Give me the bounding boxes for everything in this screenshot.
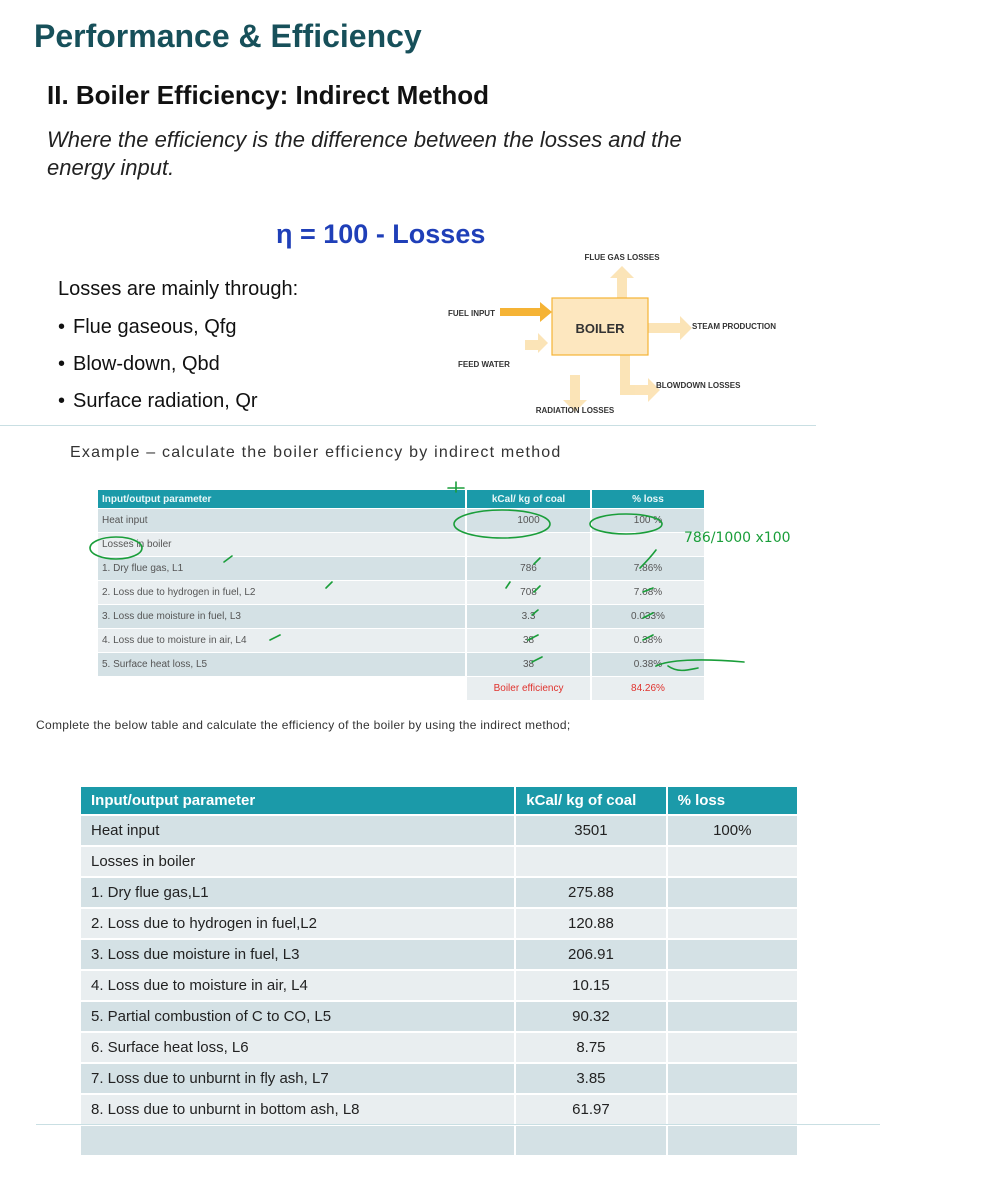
table-cell: 8.75 <box>515 1032 666 1063</box>
column-header: % loss <box>591 490 705 509</box>
loss-item: • Surface radiation, Qr <box>58 390 258 413</box>
column-header: kCal/ kg of coal <box>466 490 591 509</box>
table-cell: 3. Loss due moisture in fuel, L3 <box>81 939 515 970</box>
losses-title: Losses are mainly through: <box>58 278 299 300</box>
blowdown-arrow <box>620 355 660 402</box>
steam-arrow <box>648 316 692 340</box>
table-cell: 38 <box>466 629 591 653</box>
table-row <box>81 939 798 970</box>
table-cell <box>667 1094 798 1125</box>
table-cell: 4. Loss due to moisture in air, L4 <box>81 970 515 1001</box>
main-table <box>81 787 799 1157</box>
section-heading: II. Boiler Efficiency: Indirect Method <box>47 80 490 110</box>
table-cell <box>515 1125 666 1156</box>
boiler-diagram <box>420 240 820 430</box>
table-cell <box>667 1063 798 1094</box>
instruction-text: Complete the below table and calculate the efficiency of the boiler by using the indirect method; <box>36 718 571 732</box>
page-title: Performance & Efficiency <box>34 18 422 54</box>
bottom-divider <box>36 1124 880 1125</box>
table-cell: 10.15 <box>515 970 666 1001</box>
table-cell: 0.38% <box>591 629 705 653</box>
flue-gas-arrow <box>610 266 634 298</box>
feed-water-arrow <box>515 333 548 368</box>
intro-text: Where the efficiency is the difference between the losses and the energy input. <box>47 127 682 180</box>
handwritten-calc: 786/1000 x100 <box>684 530 791 546</box>
table-cell: Losses in boiler <box>98 533 466 557</box>
table-cell: 5. Surface heat loss, L5 <box>98 653 466 677</box>
table-cell: 3.85 <box>515 1063 666 1094</box>
divider <box>0 425 816 426</box>
radiation-label: RADIATION LOSSES <box>535 406 615 415</box>
table-cell: 61.97 <box>515 1094 666 1125</box>
table-cell: 0.033% <box>591 605 705 629</box>
table-cell: 38 <box>466 653 591 677</box>
table-cell <box>667 1032 798 1063</box>
column-header: % loss <box>667 787 798 815</box>
boiler-efficiency-label: Boiler efficiency <box>466 677 591 701</box>
table-cell: 3. Loss due moisture in fuel, L3 <box>98 605 466 629</box>
efficiency-formula: η = 100 - Losses <box>276 219 486 249</box>
table-cell <box>81 1125 515 1156</box>
flue-gas-label: FLUE GAS LOSSES <box>584 253 660 262</box>
boiler-label: BOILER <box>575 321 625 336</box>
loss-item: • Flue gaseous, Qfg <box>58 316 236 339</box>
table-cell <box>667 877 798 908</box>
table-cell: 1. Dry flue gas,L1 <box>81 877 515 908</box>
table-cell: 100% <box>667 815 798 846</box>
table-row <box>81 846 798 877</box>
feed-water-label: FEED WATER <box>458 360 510 369</box>
table-cell <box>667 1125 798 1156</box>
table-cell: 708 <box>466 581 591 605</box>
table-cell <box>667 908 798 939</box>
loss-item: • Blow-down, Qbd <box>58 353 220 376</box>
table-cell <box>667 846 798 877</box>
table-cell: Heat input <box>98 509 466 533</box>
table-cell: 786 <box>466 557 591 581</box>
table-cell <box>667 970 798 1001</box>
steam-label: STEAM PRODUCTION <box>692 322 776 331</box>
table-row <box>81 1032 798 1063</box>
table-cell: 7.86% <box>591 557 705 581</box>
table-cell: 6. Surface heat loss, L6 <box>81 1032 515 1063</box>
column-header: Input/output parameter <box>98 490 466 509</box>
table-cell: 0.38% <box>591 653 705 677</box>
table-cell: 100 % <box>591 509 705 533</box>
table-cell: 8. Loss due to unburnt in bottom ash, L8 <box>81 1094 515 1125</box>
table-cell <box>667 1001 798 1032</box>
table-row <box>81 970 798 1001</box>
table-cell: 1000 <box>466 509 591 533</box>
table-row <box>81 815 798 846</box>
table-cell: 4. Loss due to moisture in air, L4 <box>98 629 466 653</box>
table-row <box>81 908 798 939</box>
table-row <box>81 1001 798 1032</box>
table-cell <box>667 939 798 970</box>
blowdown-label: BLOWDOWN LOSSES <box>656 381 741 390</box>
table-cell: 275.88 <box>515 877 666 908</box>
table-cell: 2. Loss due to hydrogen in fuel,L2 <box>81 908 515 939</box>
column-header: kCal/ kg of coal <box>515 787 666 815</box>
table-row <box>81 1125 798 1156</box>
table-cell: 1. Dry flue gas, L1 <box>98 557 466 581</box>
table-header-row <box>81 787 798 815</box>
table-row <box>81 1063 798 1094</box>
table-cell <box>515 846 666 877</box>
table-cell: Heat input <box>81 815 515 846</box>
table-cell: 90.32 <box>515 1001 666 1032</box>
table-cell: 2. Loss due to hydrogen in fuel, L2 <box>98 581 466 605</box>
table-cell: 3501 <box>515 815 666 846</box>
table-cell: 7. Loss due to unburnt in fly ash, L7 <box>81 1063 515 1094</box>
table-cell: 206.91 <box>515 939 666 970</box>
table-cell: 3.3 <box>466 605 591 629</box>
column-header: Input/output parameter <box>81 787 515 815</box>
boiler-efficiency-value: 84.26% <box>591 677 705 701</box>
example-title: Example – calculate the boiler efficiency by indirect method <box>70 444 562 461</box>
handwritten-annotations <box>88 470 808 710</box>
table-cell: 120.88 <box>515 908 666 939</box>
fuel-input-arrow <box>500 302 552 322</box>
table-row <box>81 1094 798 1125</box>
table-cell: 5. Partial combustion of C to CO, L5 <box>81 1001 515 1032</box>
table-row <box>81 877 798 908</box>
fuel-input-label: FUEL INPUT <box>448 309 495 318</box>
table-cell: 7.08% <box>591 581 705 605</box>
table-cell: Losses in boiler <box>81 846 515 877</box>
